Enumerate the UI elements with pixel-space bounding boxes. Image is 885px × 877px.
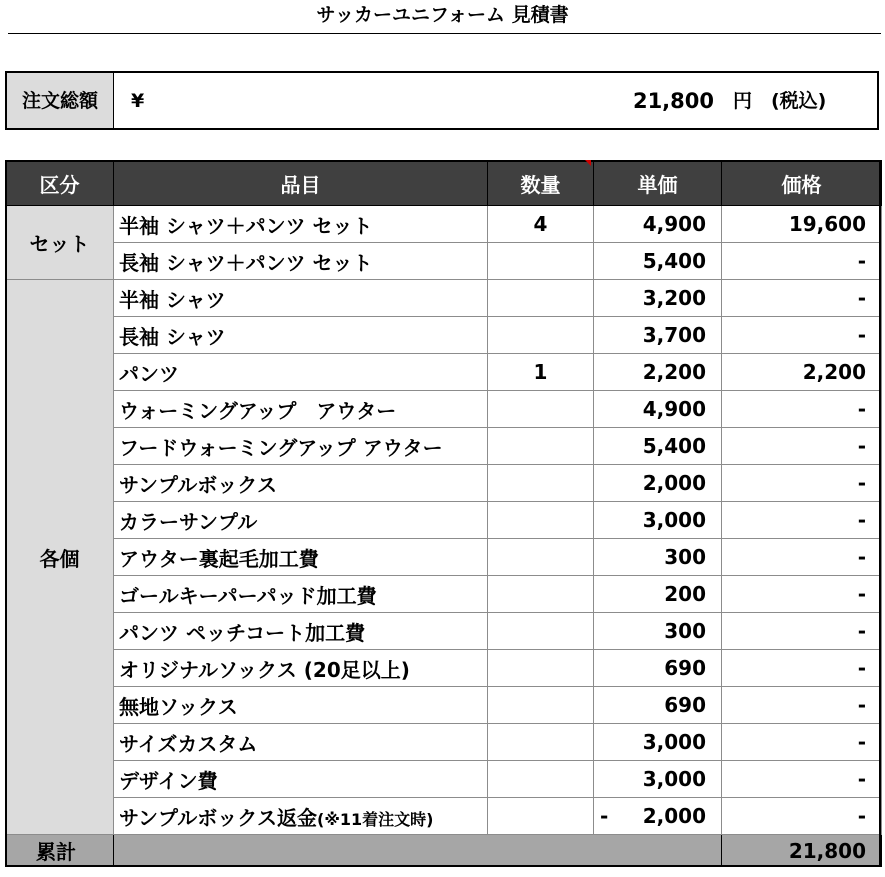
table-row (6, 243, 882, 280)
unit-price-cell[interactable] (594, 650, 722, 687)
unit-price-cell[interactable] (594, 576, 722, 613)
currency-unit: 円 (733, 90, 753, 112)
qty-cell[interactable] (488, 650, 594, 687)
unit-price-cell[interactable] (594, 465, 722, 502)
item-name: パンツ (119, 361, 179, 386)
item-cell[interactable] (114, 687, 488, 724)
item-cell[interactable] (114, 354, 488, 391)
table-row (6, 724, 882, 761)
qty-cell[interactable] (488, 502, 594, 539)
item-name: ゴールキーパーパッド加工費 (119, 583, 377, 608)
unit-price-cell[interactable] (594, 354, 722, 391)
qty-cell[interactable] (488, 243, 594, 280)
order-total-amount: 21,800 (632, 89, 714, 113)
page-title: サッカーユニフォーム 見積書 (316, 4, 569, 26)
unit-price-cell[interactable] (594, 687, 722, 724)
item-cell[interactable] (114, 206, 488, 243)
item-cell[interactable] (114, 539, 488, 576)
unit-price-value: 3,000 (642, 767, 706, 791)
item-note: (※11着注文時) (317, 809, 434, 829)
qty-cell[interactable] (488, 798, 594, 835)
item-name: サンプルボックス返金 (119, 805, 317, 830)
item-cell[interactable] (114, 798, 488, 835)
unit-price-value: 2,200 (642, 360, 706, 384)
unit-price-cell[interactable] (594, 428, 722, 465)
order-total-label: 注文総額 (7, 73, 114, 128)
unit-price-cell[interactable] (594, 502, 722, 539)
price-cell[interactable]: - (722, 798, 882, 835)
qty-cell[interactable] (488, 391, 594, 428)
table-row (6, 354, 882, 391)
item-name: 無地ソックス (119, 694, 238, 719)
price-cell[interactable]: - (722, 724, 882, 761)
qty-cell[interactable] (488, 576, 594, 613)
negative-sign: - (600, 804, 609, 828)
header-qty: 数量 (488, 161, 594, 206)
unit-price-value: 690 (664, 656, 706, 680)
unit-price-value: 690 (664, 693, 706, 717)
qty-cell[interactable] (488, 280, 594, 317)
total-value[interactable]: 21,800 (722, 835, 882, 867)
header-category: 区分 (6, 161, 114, 206)
total-label: 累計 (6, 835, 114, 867)
item-cell[interactable] (114, 465, 488, 502)
order-total-box (5, 71, 879, 130)
item-cell[interactable] (114, 724, 488, 761)
item-cell[interactable] (114, 317, 488, 354)
item-cell[interactable] (114, 428, 488, 465)
qty-cell[interactable] (488, 724, 594, 761)
item-cell[interactable] (114, 576, 488, 613)
title-divider (8, 33, 881, 34)
price-cell[interactable]: - (722, 243, 882, 280)
unit-price-value: 200 (664, 582, 706, 606)
qty-cell[interactable]: 4 (488, 206, 594, 243)
unit-price-cell[interactable] (594, 761, 722, 798)
item-cell[interactable] (114, 391, 488, 428)
item-name: オリジナルソックス (20足以上) (119, 657, 410, 682)
qty-cell[interactable]: 1 (488, 354, 594, 391)
table-row (6, 391, 882, 428)
item-cell[interactable] (114, 502, 488, 539)
price-cell[interactable]: - (722, 465, 882, 502)
unit-price-cell[interactable] (594, 317, 722, 354)
price-cell[interactable]: - (722, 280, 882, 317)
item-name: フードウォーミングアップ アウター (119, 435, 443, 460)
item-name: パンツ ペッチコート加工費 (119, 620, 366, 645)
qty-cell[interactable] (488, 317, 594, 354)
unit-price-value: 2,000 (642, 804, 706, 828)
price-cell[interactable]: - (722, 650, 882, 687)
comment-indicator (585, 160, 591, 166)
item-name: 長袖 シャツ＋パンツ セット (119, 250, 373, 275)
table-row (6, 761, 882, 798)
unit-price-value: 300 (664, 545, 706, 569)
table-row (6, 539, 882, 576)
header-price: 価格 (722, 161, 882, 206)
header-item: 品目 (114, 161, 488, 206)
group-set: セット (6, 206, 114, 280)
header-unit-price: 単価 (594, 161, 722, 206)
price-cell[interactable]: - (722, 761, 882, 798)
tax-note: (税込) (771, 90, 827, 112)
total-row (6, 835, 882, 867)
unit-price-cell[interactable] (594, 280, 722, 317)
item-name: アウター裏起毛加工費 (119, 546, 319, 571)
price-cell[interactable]: - (722, 428, 882, 465)
item-name: 長袖 シャツ (119, 324, 226, 349)
unit-price-cell[interactable] (594, 391, 722, 428)
unit-price-value: 3,200 (642, 286, 706, 310)
qty-cell[interactable] (488, 539, 594, 576)
table-row (6, 428, 882, 465)
price-cell[interactable]: 2,200 (722, 354, 882, 391)
table-row (6, 613, 882, 650)
qty-cell[interactable] (488, 465, 594, 502)
price-cell[interactable]: - (722, 391, 882, 428)
qty-cell[interactable] (488, 687, 594, 724)
unit-price-cell[interactable] (594, 206, 722, 243)
item-name: カラーサンプル (119, 509, 258, 534)
table-row (6, 502, 882, 539)
item-name: 半袖 シャツ＋パンツ セット (119, 213, 373, 238)
table-row (6, 206, 882, 243)
qty-cell[interactable] (488, 613, 594, 650)
total-spacer (114, 835, 722, 867)
table-row (6, 798, 882, 835)
quote-table (5, 160, 882, 867)
price-cell[interactable]: 19,600 (722, 206, 882, 243)
unit-price-value: 5,400 (642, 249, 706, 273)
unit-price-cell[interactable] (594, 798, 722, 835)
qty-cell[interactable] (488, 761, 594, 798)
unit-price-cell[interactable] (594, 613, 722, 650)
unit-price-value: 3,000 (642, 730, 706, 754)
table-row (6, 465, 882, 502)
qty-cell[interactable] (488, 428, 594, 465)
item-name: デザイン費 (119, 768, 218, 793)
unit-price-value: 2,000 (642, 471, 706, 495)
item-cell[interactable] (114, 243, 488, 280)
item-cell[interactable] (114, 650, 488, 687)
price-cell[interactable]: - (722, 613, 882, 650)
item-name: サンプルボックス (119, 472, 277, 497)
item-name: サイズカスタム (119, 731, 258, 756)
price-cell[interactable]: - (722, 539, 882, 576)
item-name: 半袖 シャツ (119, 287, 226, 312)
unit-price-cell[interactable] (594, 539, 722, 576)
unit-price-value: 4,900 (642, 397, 706, 421)
table-row (6, 687, 882, 724)
price-cell[interactable]: - (722, 687, 882, 724)
price-cell[interactable]: - (722, 502, 882, 539)
table-row (6, 280, 882, 317)
item-name: ウォーミングアップ アウター (119, 398, 397, 423)
table-row (6, 576, 882, 613)
table-row (6, 317, 882, 354)
unit-price-cell[interactable] (594, 243, 722, 280)
unit-price-value: 3,000 (642, 508, 706, 532)
unit-price-value: 5,400 (642, 434, 706, 458)
yen-symbol: ¥ (131, 90, 145, 112)
unit-price-cell[interactable] (594, 724, 722, 761)
item-cell[interactable] (114, 761, 488, 798)
header-row (6, 161, 882, 206)
unit-price-value: 3,700 (642, 323, 706, 347)
item-cell[interactable] (114, 613, 488, 650)
unit-price-value: 4,900 (642, 212, 706, 236)
price-cell[interactable]: - (722, 317, 882, 354)
item-cell[interactable] (114, 280, 488, 317)
group-individual: 各個 (6, 280, 114, 835)
price-cell[interactable]: - (722, 576, 882, 613)
unit-price-value: 300 (664, 619, 706, 643)
table-row (6, 650, 882, 687)
